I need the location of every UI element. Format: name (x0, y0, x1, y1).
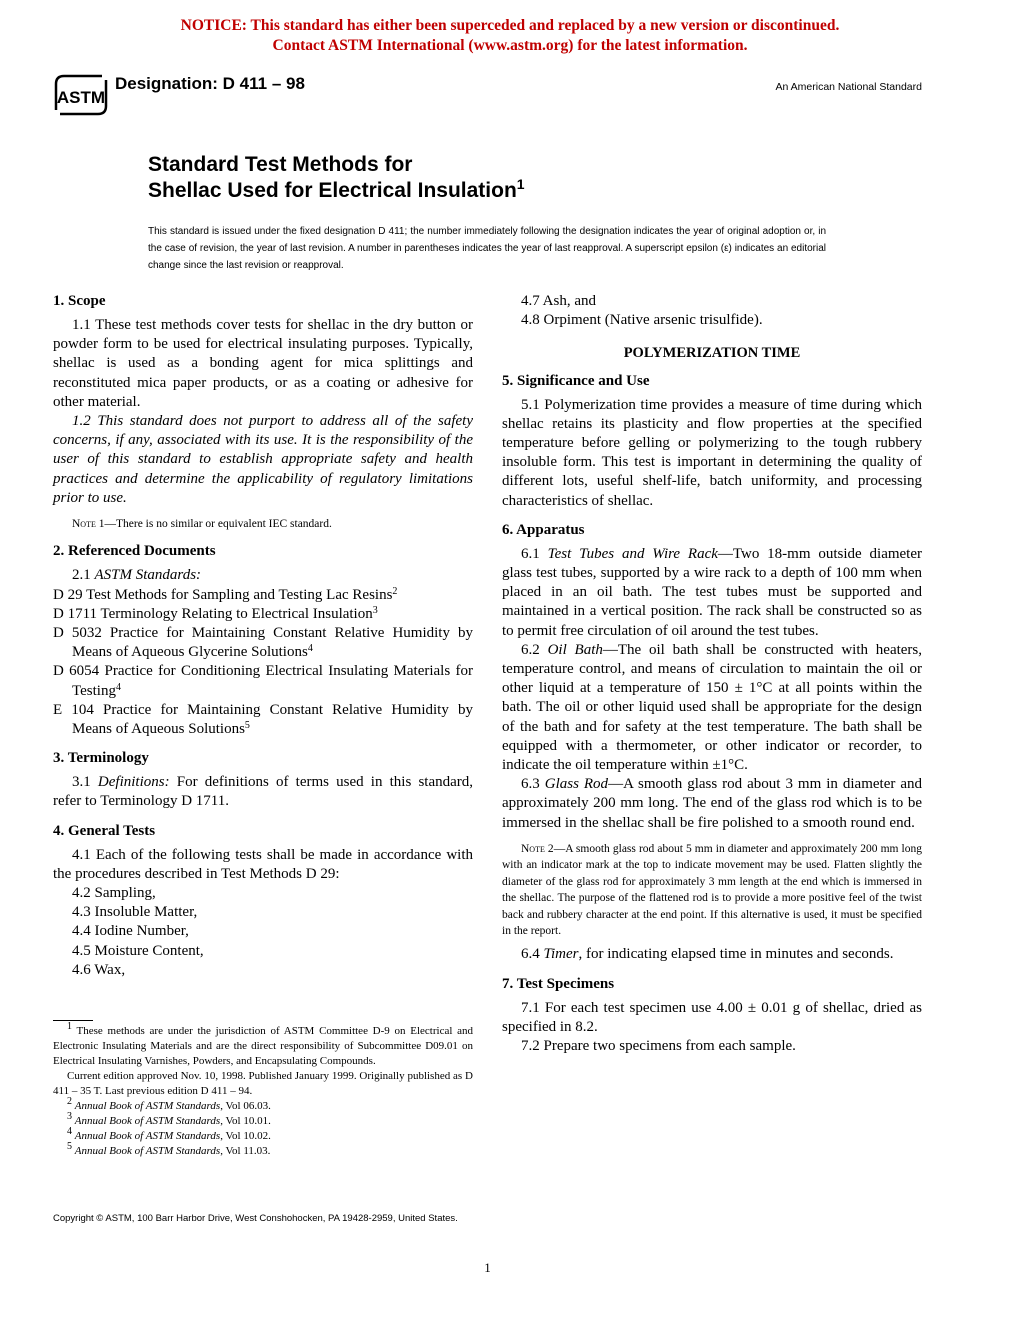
page-number: 1 (484, 1260, 491, 1275)
reference-list (53, 586, 473, 740)
list-item: 4.5 Moisture Content, (72, 942, 204, 959)
title-line-1: Standard Test Methods for (148, 153, 413, 176)
footnote-2: $^2$ Annual Book of ASTM Standards, Vol 06.03. (67, 1096, 271, 1112)
section-1-heading: 1. Scope (53, 293, 106, 309)
issuance-statement: This standard is issued under the fixed designation D 411; the number immediately following the designation indicates the year of original adoption or, in the case of revision, the year of last revision. A number in parentheses indicates the year of last reapproval. A superscript epsilon (ε) indicates an editorial change since the last revision or reapproval. (148, 226, 826, 271)
notice-line-2: Contact ASTM International (www.astm.org) for the latest information. (272, 37, 748, 54)
section-3-heading: 3. Terminology (53, 750, 149, 767)
section-2-heading: 2. Referenced Documents (53, 543, 216, 560)
para-5-1: 5.1 Polymerization time provides a measure of time during which shellac retains its plasticity and flow properties at the specified temperature before gelling or polymerizing to the tough rubbery insoluble form. This test is important in determining the quality of different lots, useful shelf-life, batch uniformity, and processing characteristics of shellac. (502, 396, 922, 509)
footnote-4: $^4$ Annual Book of ASTM Standards, Vol 10.02. (67, 1126, 271, 1142)
footnote-3: $^3$ Annual Book of ASTM Standards, Vol 10.01. (67, 1111, 271, 1127)
notice-line-1: NOTICE: This standard has either been superceded and replaced by a new version or discontinued. (180, 17, 840, 34)
note-1: Note 1—There is no similar or equivalent IEC standard. (72, 518, 332, 531)
title-line-2: Shellac Used for Electrical Insulation$^1$ (148, 176, 525, 202)
list-item: 4.4 Iodine Number, (72, 923, 189, 940)
list-item: 4.3 Insoluble Matter, (72, 904, 198, 921)
reference-item: D 6054 Practice for Conditioning Electrical Insulating Materials for Testing$^4$ (53, 663, 474, 699)
copyright: Copyright © ASTM, 100 Barr Harbor Drive, West Conshohocken, PA 19428-2959, United States. (53, 1213, 458, 1224)
list-item: 4.7 Ash, and (521, 293, 596, 309)
para-6-2: 6.2 Oil Bath—The oil bath shall be constructed with heaters, temperature control, and means of circulation to maintain the oil or other liquid at a temperature of 150 ± 1°C at all points within the bath. The oil or other liquid used shall be appropriate for the design of the bath and for safety at the test temperature. The bath shall be equipped with a thermometer, or other indicator or recorder, to indicate the oil temperature within ±1°C. (502, 641, 923, 774)
american-national-standard: An American National Standard (775, 81, 922, 93)
para-3-1: 3.1 Definitions: For definitions of terms used in this standard, refer to Terminology D 1711. (53, 774, 474, 810)
reference-item: D 5032 Practice for Maintaining Constant Relative Humidity by Means of Aqueous Glycerine Solutions$^4$ (53, 625, 474, 661)
para-4-1: 4.1 Each of the following tests shall be made in accordance with the procedures described in Test Methods D 29: (53, 846, 473, 882)
polymerization-time-heading: POLYMERIZATION TIME (623, 345, 801, 362)
reference-item: D 1711 Terminology Relating to Electrical Insulation$^3$ (53, 604, 378, 622)
left-column (53, 292, 473, 980)
para-6-4: 6.4 Timer, for indicating elapsed time in minutes and seconds. (521, 946, 894, 963)
footnotes (53, 1020, 473, 1159)
footnote-5: $^5$ Annual Book of ASTM Standards, Vol 11.03. (67, 1141, 271, 1157)
note-2: Note 2—A smooth glass rod about 5 mm in diameter and approximately 200 mm long with an indicator mark at the top to indicate movement may be used. Flatten slightly the diameter of the glass rod for approximately 3 mm length at the end which is immersed in the shellac. The purpose of the flattened rod is to provide a more positive feel of the twist back and rubbery character at the end point. If this alternative is used, it must be specified in the report. (502, 842, 922, 937)
astm-logo-icon (52, 70, 110, 120)
para-1-1: 1.1 These test methods cover tests for shellac in the dry button or powder form to be used for electrical insulating purposes. Typically, shellac is used as a bonding agent for mica splittings and reconstituted mica paper products, or as a coating or adhesive for other material. (53, 317, 473, 410)
para-6-3: 6.3 Glass Rod—A smooth glass rod about 3 mm in diameter and approximately 200 mm long. The end of the glass rod which is to be immersed in the shellac shall be fire polished to a smooth round end. (502, 776, 922, 831)
list-item: 4.2 Sampling, (72, 885, 156, 902)
section-6-heading: 6. Apparatus (502, 521, 585, 538)
designation: Designation: D 411 – 98 (115, 74, 305, 93)
document-title (148, 152, 525, 204)
section-5-heading: 5. Significance and Use (502, 372, 650, 389)
reference-item: D 29 Test Methods for Sampling and Testing Lac Resins$^2$ (53, 585, 398, 603)
footnote-1-cont: Current edition approved Nov. 10, 1998. Published January 1999. Originally published as D 411 – 35 T. Last previous edition D 411 – 94. (53, 1070, 473, 1097)
section-4-heading: 4. General Tests (53, 822, 156, 839)
para-7-2: 7.2 Prepare two specimens from each sample. (521, 1037, 796, 1054)
list-item: 4.6 Wax, (72, 961, 126, 978)
footnote-divider (53, 1020, 93, 1021)
para-2-1: 2.1 ASTM Standards: (72, 567, 202, 584)
footnote-1: $^1$ These methods are under the jurisdiction of ASTM Committee D-9 on Electrical and Electronic Insulating Materials and are the direct responsibility of Subcommittee D09.01 on Electrical Insulating Varnishes, Powders, and Encapsulating Compounds. (53, 1021, 474, 1067)
reference-item: E 104 Practice for Maintaining Constant Relative Humidity by Means of Aqueous Solutions$^5$ (53, 701, 474, 738)
section-7-heading: 7. Test Specimens (502, 975, 615, 992)
logo-text: ASTM (56, 88, 106, 107)
list-item: 4.8 Orpiment (Native arsenic trisulfide). (521, 312, 763, 329)
para-6-1: 6.1 Test Tubes and Wire Rack—Two 18-mm outside diameter glass test tubes, supported by a wire rack to a depth of 100 mm when placed in an oil bath. The test tubes must be supported and maintained in a vertical position. The rack shall be constructed so as to permit free circulation of oil around the test tubes. (502, 545, 923, 639)
para-7-1: 7.1 For each test specimen use 4.00 ± 0.01 g of shellac, dried as specified in 8.2. (502, 999, 922, 1035)
right-column (502, 292, 922, 1056)
para-1-2: 1.2 This standard does not purport to address all of the safety concerns, if any, associated with its use. It is the responsibility of the user of this standard to establish appropriate safety and health practices and determine the applicability of regulatory limitations prior to use. (53, 413, 473, 506)
